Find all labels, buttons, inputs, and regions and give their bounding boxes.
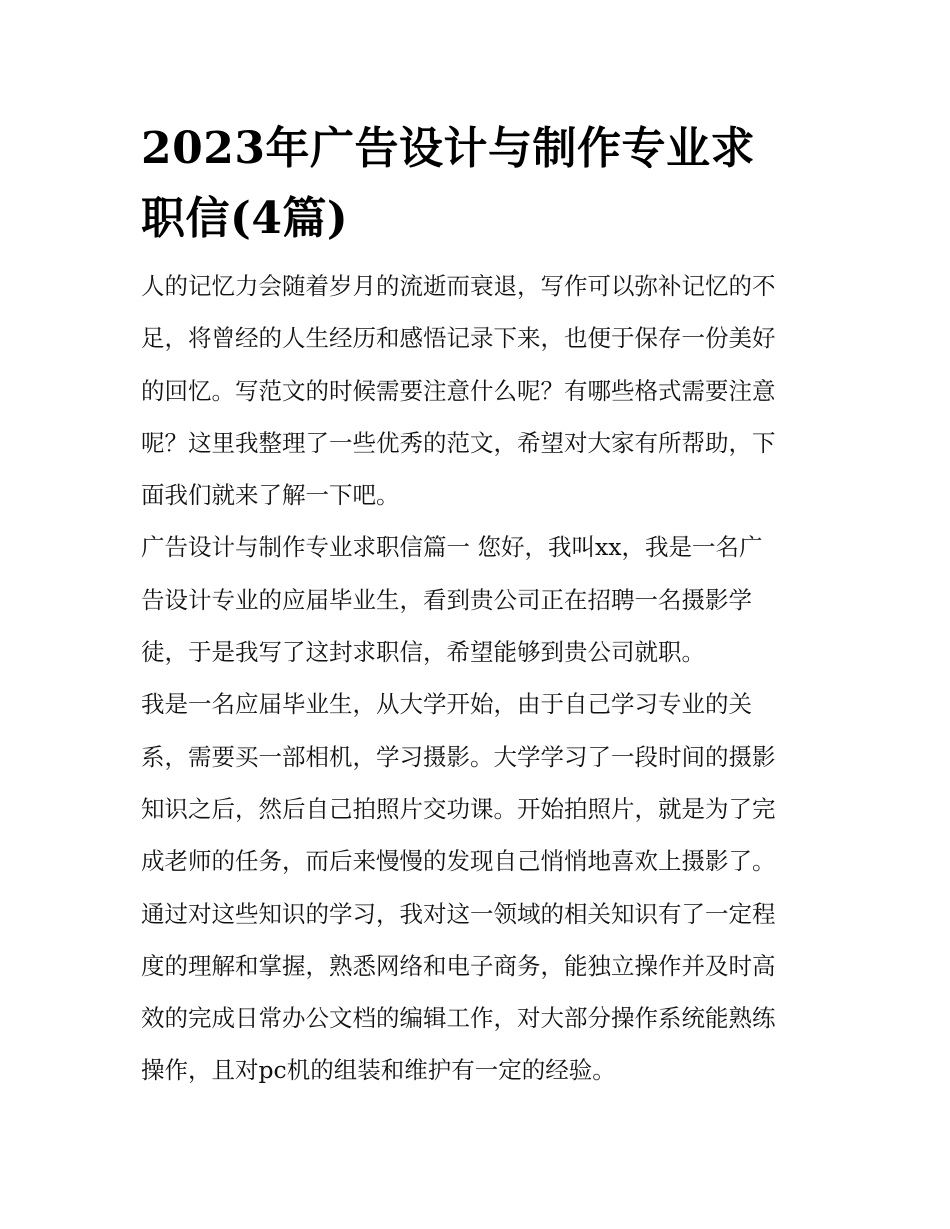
text-line: 系，需要买一部相机，学习摄影。大学学习了一段时间的摄影 [141,742,776,771]
letter-opening-paragraph [141,521,813,678]
title-line: 2023年广告设计与制作专业求 [141,123,755,174]
text-line: 通过对这些知识的学习，我对这一领域的相关知识有了一定程 [141,899,776,928]
text-line: 呢？这里我整理了一些优秀的范文，希望对大家有所帮助，下 [141,428,776,457]
text-line: 告设计专业的应届毕业生，看到贵公司正在招聘一名摄影学 [141,585,752,614]
document-title [141,114,813,254]
document-content [141,114,813,1097]
text-line: 面我们就来了解一下吧。 [141,481,400,510]
text-line: 的回忆。写范文的时候需要注意什么呢？有哪些格式需要注意 [141,376,776,405]
title-line: 职信(4篇) [141,193,349,244]
text-line: 知识之后，然后自己拍照片交功课。开始拍照片，就是为了完 [141,794,776,823]
document-body [141,260,813,1097]
text-line: 广告设计与制作专业求职信篇一 您好，我叫xx，我是一名广 [141,533,763,562]
text-line: 效的完成日常办公文档的编辑工作，对大部分操作系统能熟练 [141,1004,776,1033]
intro-paragraph [141,260,813,521]
text-line: 足，将曾经的人生经历和感悟记录下来，也便于保存一份美好 [141,324,776,353]
text-line: 操作，且对pc机的组装和维护有一定的经验。 [141,1056,616,1085]
text-line: 我是一名应届毕业生，从大学开始，由于自己学习专业的关 [141,690,752,719]
text-line: 徒，于是我写了这封求职信，希望能够到贵公司就职。 [141,638,705,667]
letter-body-paragraph [141,678,813,1096]
text-line: 人的记忆力会随着岁月的流逝而衰退，写作可以弥补记忆的不 [141,272,776,300]
text-line: 成老师的任务，而后来慢慢的发现自己悄悄地喜欢上摄影了。 [141,847,776,876]
text-line: 度的理解和掌握，熟悉网络和电子商务，能独立操作并及时高 [141,951,776,980]
